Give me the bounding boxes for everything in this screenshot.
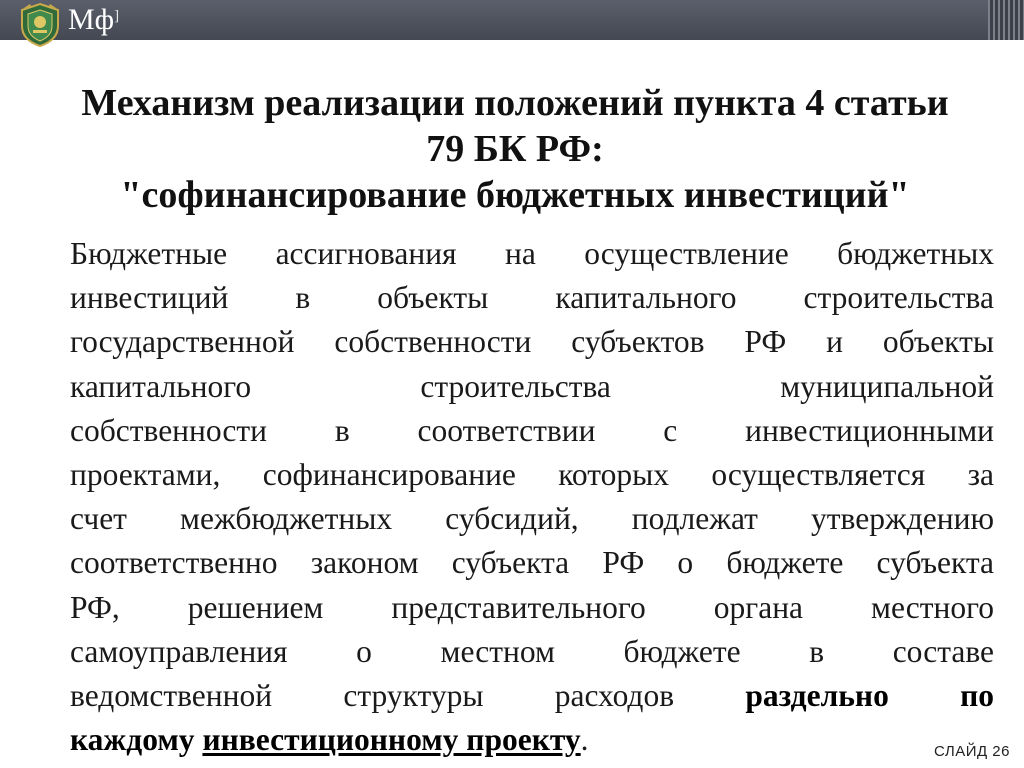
body-line-12-end: . bbox=[580, 722, 589, 758]
body-paragraph bbox=[70, 232, 994, 762]
body-line-5: собственности в соответствии с инвестиционными bbox=[70, 412, 994, 448]
body-line-3: государственной собственности субъектов РФ и объекты bbox=[70, 324, 994, 360]
header-stripes bbox=[988, 0, 1024, 40]
slide-number: СЛАЙД 26 bbox=[934, 743, 1010, 760]
title-line-2: 79 БК РФ: bbox=[426, 128, 604, 170]
crest-logo-icon bbox=[18, 2, 62, 48]
body-line-1: Бюджетные ассигнования на осуществление бюджетных bbox=[70, 236, 994, 271]
body-line-9: РФ, решением представительного органа местного bbox=[70, 589, 994, 625]
body-line-10: самоуправления о местном бюджете в составе bbox=[70, 633, 994, 669]
body-line-12-underlined: инвестиционному проекту bbox=[202, 722, 581, 758]
body-line-11 bbox=[70, 674, 994, 718]
body-line-11-bold: раздельно по bbox=[745, 678, 994, 714]
title-line-1: Механизм реализации положений пункта 4 статьи bbox=[81, 82, 949, 124]
body-line-4: капитального строительства муниципальной bbox=[70, 368, 994, 404]
logo-text bbox=[68, 3, 119, 37]
logo-text-main: Мф bbox=[68, 3, 115, 36]
body-line-12-bold: каждому bbox=[70, 722, 203, 758]
header-bar bbox=[0, 0, 1024, 40]
logo-text-suffix: ] bbox=[114, 8, 120, 24]
body-line-6: проектами, софинансирование которых осуществляется за bbox=[70, 457, 994, 493]
title-line-3: "софинансирование бюджетных инвестиций" bbox=[120, 174, 910, 216]
body-line-8: соответственно законом субъекта РФ о бюджете субъекта bbox=[70, 545, 994, 581]
body-line-7: счет межбюджетных субсидий, подлежат утверждению bbox=[70, 501, 994, 537]
body-line-2: инвестиций в объекты капитального строительства bbox=[70, 280, 994, 316]
body-line-12 bbox=[70, 718, 994, 762]
body-line-11-plain: ведомственной структуры расходов bbox=[70, 678, 746, 714]
slide-title bbox=[20, 80, 1010, 218]
